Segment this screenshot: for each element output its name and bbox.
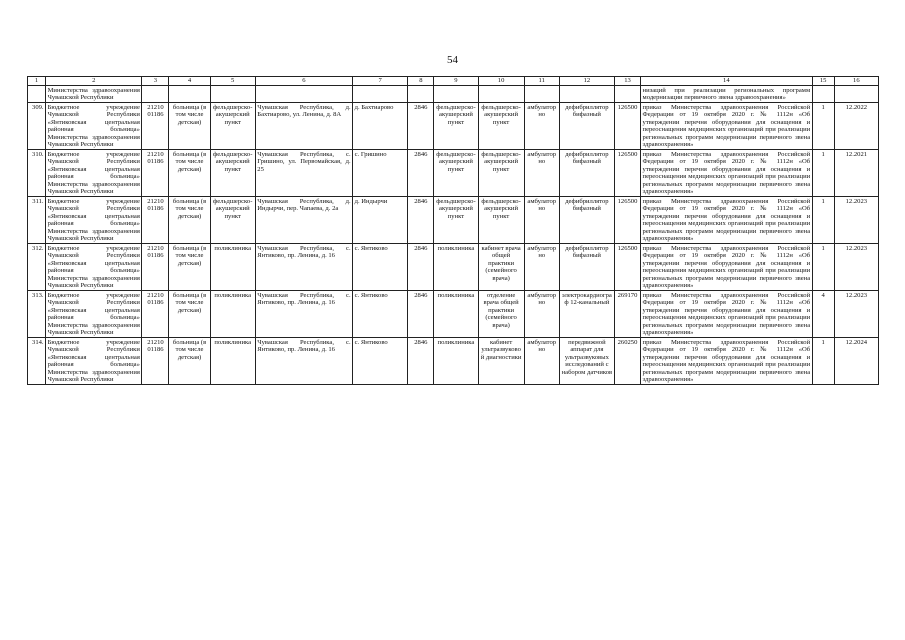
cell-settlement: с. Гришино: [353, 150, 408, 197]
cell-qty: 1: [812, 338, 834, 385]
cell-org: Бюджетное учреждение Чувашской Республики «Янтиковская центральная районная больница» Министерства здравоохранения Чувашской Республики: [47, 103, 140, 148]
cell-care: амбулаторно: [524, 197, 559, 244]
cell-date: 12.2023: [834, 244, 878, 291]
column-number: 10: [478, 77, 524, 86]
cell-num: 313.: [28, 291, 46, 338]
cell-department: фельдшерско-акушерский пункт: [478, 197, 524, 244]
column-number: 8: [408, 77, 434, 86]
cell-price: 126500: [614, 197, 640, 244]
cell-unit: поликлиника: [210, 291, 255, 338]
column-number: 2: [46, 77, 142, 86]
continuation-row: [28, 86, 879, 103]
cell-okato: 2846: [408, 150, 434, 197]
column-number: 4: [169, 77, 210, 86]
cell-unit: фельдшерско-акушерский пункт: [210, 197, 255, 244]
cell-care: амбулаторно: [524, 338, 559, 385]
cell-unit: фельдшерско-акушерский пункт: [210, 150, 255, 197]
cell-date: 12.2024: [834, 338, 878, 385]
cell-basis: приказ Министерства здравоохранения Российской Федерации от 19 октября 2020 г. № 1112н «Об утверждении перечня оборудования для оснащения и переоснащения медицинских организаций при реализации региональных программ модернизации первичного звена здравоохранения»: [642, 197, 811, 242]
cell-price: 126500: [614, 244, 640, 291]
cell-department: кабинет врача общей практики (семейного врача): [478, 244, 524, 291]
cell-subdivision: поликлиника: [434, 338, 478, 385]
cell-care: амбулаторно: [524, 291, 559, 338]
cell-type: больница (в том числе детская): [169, 244, 210, 291]
column-number: 12: [559, 77, 614, 86]
cell-settlement: д. Индырчи: [353, 197, 408, 244]
cell-code: 21210 01186: [142, 197, 169, 244]
cell-basis: приказ Министерства здравоохранения Российской Федерации от 19 октября 2020 г. № 1112н «Об утверждении перечня оборудования для оснащения и переоснащения медицинских организаций при реализации региональных программ модернизации первичного звена здравоохранения»: [642, 150, 811, 195]
cell-basis: приказ Министерства здравоохранения Российской Федерации от 19 октября 2020 г. № 1112н «Об утверждении перечня оборудования для оснащения и переоснащения медицинских организаций при реализации региональных программ модернизации первичного звена здравоохранения»: [642, 338, 811, 383]
cell-subdivision: поликлиника: [434, 244, 478, 291]
column-number: 14: [641, 77, 813, 86]
table-row: [28, 244, 879, 291]
cell-code: 21210 01186: [142, 291, 169, 338]
cell-qty: 1: [812, 150, 834, 197]
cell-equipment: передвижной аппарат для ультразвуковых исследований с набором датчиков: [559, 338, 614, 385]
cell-code: 21210 01186: [142, 103, 169, 150]
cell-department: фельдшерско-акушерский пункт: [478, 150, 524, 197]
cell-date: 12.2021: [834, 150, 878, 197]
cell-okato: 2846: [408, 338, 434, 385]
column-number: 5: [210, 77, 255, 86]
cell-num: 314.: [28, 338, 46, 385]
cell-subdivision: фельдшерско-акушерский пункт: [434, 150, 478, 197]
table-row: [28, 150, 879, 197]
cell-num: 312.: [28, 244, 46, 291]
column-number: 7: [353, 77, 408, 86]
cell-equipment: дефибриллятор бифазный: [559, 197, 614, 244]
cell-settlement: с. Янтиково: [353, 338, 408, 385]
cell-price: 260250: [614, 338, 640, 385]
cell-settlement: с. Янтиково: [353, 291, 408, 338]
cell-equipment: дефибриллятор бифазный: [559, 103, 614, 150]
cell-org: Бюджетное учреждение Чувашской Республики «Янтиковская центральная районная больница» Министерства здравоохранения Чувашской Республики: [47, 338, 140, 383]
cell-num: 310.: [28, 150, 46, 197]
cell-okato: 2846: [408, 197, 434, 244]
cell-care: амбулаторно: [524, 244, 559, 291]
cell-org: Бюджетное учреждение Чувашской Республики «Янтиковская центральная районная больница» Министерства здравоохранения Чувашской Республики: [47, 291, 140, 336]
cell-org: Министерства здравоохранения Чувашской Республики: [47, 86, 140, 101]
cell-type: больница (в том числе детская): [169, 103, 210, 150]
cell-settlement: д. Бахтиарово: [353, 103, 408, 150]
cell-price: 126500: [614, 103, 640, 150]
cell-date: 12.2022: [834, 103, 878, 150]
cell-address: Чувашская Республика, с. Янтиково, пр. Ленина, д. 16: [255, 244, 352, 291]
cell-date: 12.2023: [834, 197, 878, 244]
cell-qty: 4: [812, 291, 834, 338]
column-number-row: [28, 77, 879, 86]
column-number: 15: [812, 77, 834, 86]
cell-equipment: дефибриллятор бифазный: [559, 244, 614, 291]
cell-basis: приказ Министерства здравоохранения Российской Федерации от 19 октября 2020 г. № 1112н «Об утверждении перечня оборудования для оснащения и переоснащения медицинских организаций при реализации региональных программ модернизации первичного звена здравоохранения»: [642, 244, 811, 289]
cell-equipment: дефибриллятор бифазный: [559, 150, 614, 197]
cell-subdivision: фельдшерско-акушерский пункт: [434, 103, 478, 150]
cell-department: фельдшерско-акушерский пункт: [478, 103, 524, 150]
column-number: 1: [28, 77, 46, 86]
cell-qty: 1: [812, 244, 834, 291]
cell-num: [28, 86, 46, 103]
table-row: [28, 291, 879, 338]
cell-code: 21210 01186: [142, 244, 169, 291]
cell-address: Чувашская Республика, с. Гришино, ул. Первомайская, д. 25: [255, 150, 352, 197]
cell-subdivision: поликлиника: [434, 291, 478, 338]
table-row: [28, 197, 879, 244]
column-number: 3: [142, 77, 169, 86]
cell-unit: поликлиника: [210, 338, 255, 385]
cell-address: Чувашская Республика, с. Янтиково, пр. Ленина, д. 16: [255, 338, 352, 385]
cell-code: 21210 01186: [142, 150, 169, 197]
cell-unit: поликлиника: [210, 244, 255, 291]
cell-type: больница (в том числе детская): [169, 197, 210, 244]
cell-price: 269170: [614, 291, 640, 338]
table-row: [28, 103, 879, 150]
cell-department: кабинет ультразвуковой диагностики: [478, 338, 524, 385]
cell-settlement: с. Янтиково: [353, 244, 408, 291]
cell-qty: 1: [812, 197, 834, 244]
cell-okato: 2846: [408, 244, 434, 291]
cell-price: 126500: [614, 150, 640, 197]
cell-address: Чувашская Республика, д. Бахтиарово, ул. Ленина, д. 8А: [255, 103, 352, 150]
cell-address: Чувашская Республика, д. Индырчи, пер. Чапаева, д. 2а: [255, 197, 352, 244]
cell-org: Бюджетное учреждение Чувашской Республики «Янтиковская центральная районная больница» Министерства здравоохранения Чувашской Республики: [47, 244, 140, 289]
cell-okato: 2846: [408, 291, 434, 338]
cell-type: больница (в том числе детская): [169, 291, 210, 338]
page-number: 54: [447, 54, 458, 66]
column-number: 13: [614, 77, 640, 86]
column-number: 9: [434, 77, 478, 86]
cell-org: Бюджетное учреждение Чувашской Республики «Янтиковская центральная районная больница» Министерства здравоохранения Чувашской Республики: [47, 197, 140, 242]
cell-unit: фельдшерско-акушерский пункт: [210, 103, 255, 150]
cell-code: 21210 01186: [142, 338, 169, 385]
cell-type: больница (в том числе детская): [169, 150, 210, 197]
cell-basis: низаций при реализации региональных программ модернизации первичного звена здравоохранения»: [642, 86, 811, 101]
cell-care: амбулаторно: [524, 103, 559, 150]
cell-care: амбулаторно: [524, 150, 559, 197]
cell-subdivision: фельдшерско-акушерский пункт: [434, 197, 478, 244]
cell-okato: 2846: [408, 103, 434, 150]
cell-num: 311.: [28, 197, 46, 244]
cell-date: 12.2023: [834, 291, 878, 338]
cell-department: отделение врача общей практики (семейного врача): [478, 291, 524, 338]
table-row: [28, 338, 879, 385]
cell-address: Чувашская Республика, с. Янтиково, пр. Ленина, д. 16: [255, 291, 352, 338]
cell-type: больница (в том числе детская): [169, 338, 210, 385]
cell-org: Бюджетное учреждение Чувашской Республики «Янтиковская центральная районная больница» Министерства здравоохранения Чувашской Республики: [47, 150, 140, 195]
cell-basis: приказ Министерства здравоохранения Российской Федерации от 19 октября 2020 г. № 1112н «Об утверждении перечня оборудования для оснащения и переоснащения медицинских организаций при реализации региональных программ модернизации первичного звена здравоохранения»: [642, 103, 811, 148]
cell-num: 309.: [28, 103, 46, 150]
cell-qty: 1: [812, 103, 834, 150]
column-number: 11: [524, 77, 559, 86]
column-number: 6: [255, 77, 352, 86]
cell-equipment: электрокардиограф 12-канальный: [559, 291, 614, 338]
column-number: 16: [834, 77, 878, 86]
cell-basis: приказ Министерства здравоохранения Российской Федерации от 19 октября 2020 г. № 1112н «Об утверждении перечня оборудования для оснащения и переоснащения медицинских организаций при реализации региональных программ модернизации первичного звена здравоохранения»: [642, 291, 811, 336]
equipment-table: [27, 76, 879, 385]
